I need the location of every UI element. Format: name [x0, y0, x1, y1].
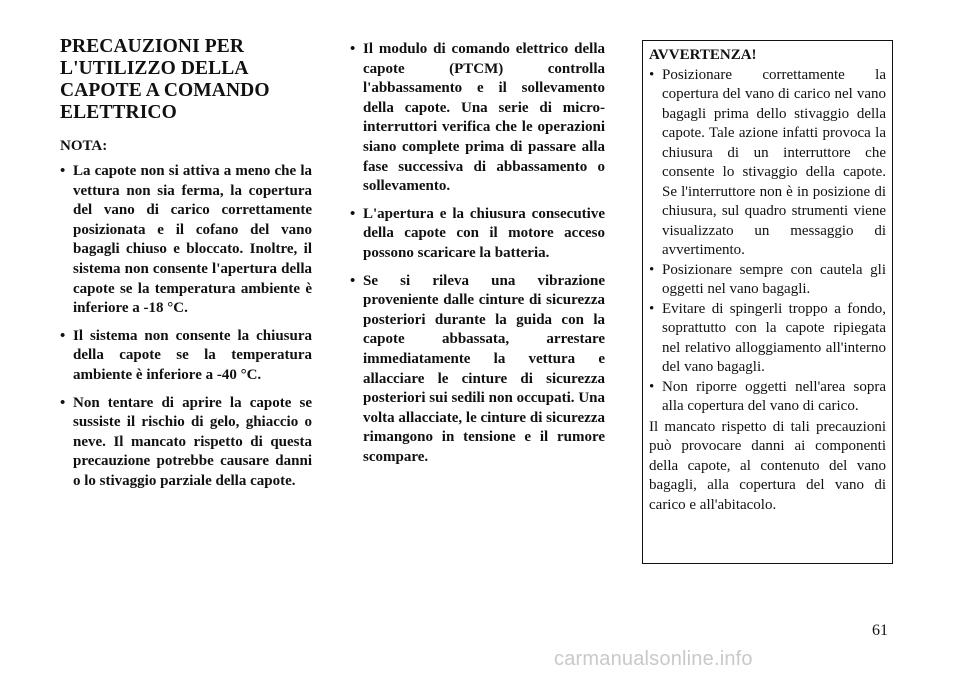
warning-item: • Evitare di spingerli troppo a fondo, soprattutto con la capote ripiegata nel relativo alloggiamento all'interno del vano bagagli. — [649, 300, 886, 378]
note-label: NOTA: — [60, 138, 108, 154]
title-line: PRECAUZIONI PER — [60, 36, 245, 57]
title-line: L'UTILIZZO DELLA — [60, 58, 249, 79]
note-item: • Il modulo di comando elettrico della capote (PTCM) controlla l'abbassamento e il sollevamento della capote. Una serie di micro-interruttori verifica che le operazioni siano complete prima di passare alla fase successiva di abbassamento o sollevamento. — [350, 40, 605, 197]
warning-title: AVVERTENZA! — [649, 47, 757, 63]
warning-item: • Posizionare sempre con cautela gli oggetti nel vano bagagli. — [649, 261, 886, 300]
note-item: • Se si rileva una vibrazione proveniente dalle cinture di sicurezza posteriori durante la guida con la capote abbassata, arrestare immediatamente la vettura e allacciare le cinture di sicurezza posteriori sui sedili non occupati. Una volta allacciate, le cinture di sicurezza rimangono in tensione e il rumore scompare. — [350, 272, 605, 468]
warning-box — [642, 40, 893, 564]
note-list-continued — [350, 40, 605, 467]
section-title — [60, 36, 312, 124]
warning-item: • Posizionare correttamente la copertura del vano di carico nel vano bagagli prima dello stivaggio della capote. Tale azione infatti provoca la chiusura di un interruttore che consente lo stivaggio della capote. Se l'interruttore non è in posizione di chiusura, sul quadro strumenti viene visualizzato un messaggio di avvertimento. — [649, 66, 886, 261]
warning-item: • Non riporre oggetti nell'area sopra alla copertura del vano di carico. — [649, 378, 886, 417]
note-item: • Il sistema non consente la chiusura della capote se la temperatura ambiente è inferiore a -40 °C. — [60, 327, 312, 386]
note-item: • Non tentare di aprire la capote se sussiste il rischio di gelo, ghiaccio o neve. Il mancato rispetto di questa precauzione potrebbe causare danni o lo stivaggio parziale della capote. — [60, 394, 312, 492]
middle-column — [350, 40, 605, 475]
left-column — [60, 36, 312, 500]
title-line: ELETTRICO — [60, 102, 177, 123]
title-line: CAPOTE A COMANDO — [60, 80, 270, 101]
warning-footer: Il mancato rispetto di tali precauzioni può provocare danni ai componenti della capote, al contenuto del vano bagagli, alla copertura del vano di carico e all'abitacolo. — [649, 418, 886, 513]
note-list — [60, 162, 312, 492]
note-item: • L'apertura e la chiusura consecutive della capote con il motore acceso possono scaricare la batteria. — [350, 205, 605, 264]
warning-list — [649, 66, 886, 417]
note-item: • La capote non si attiva a meno che la vettura non sia ferma, la copertura del vano di carico correttamente posizionata e il cofano del vano bagagli chiuso e bloccato. Inoltre, il sistema non consente l'apertura della capote se la temperatura ambiente è inferiore a -18 °C. — [60, 162, 312, 319]
page-number: 61 — [872, 622, 888, 639]
watermark: carmanualsonline.info — [554, 648, 753, 670]
